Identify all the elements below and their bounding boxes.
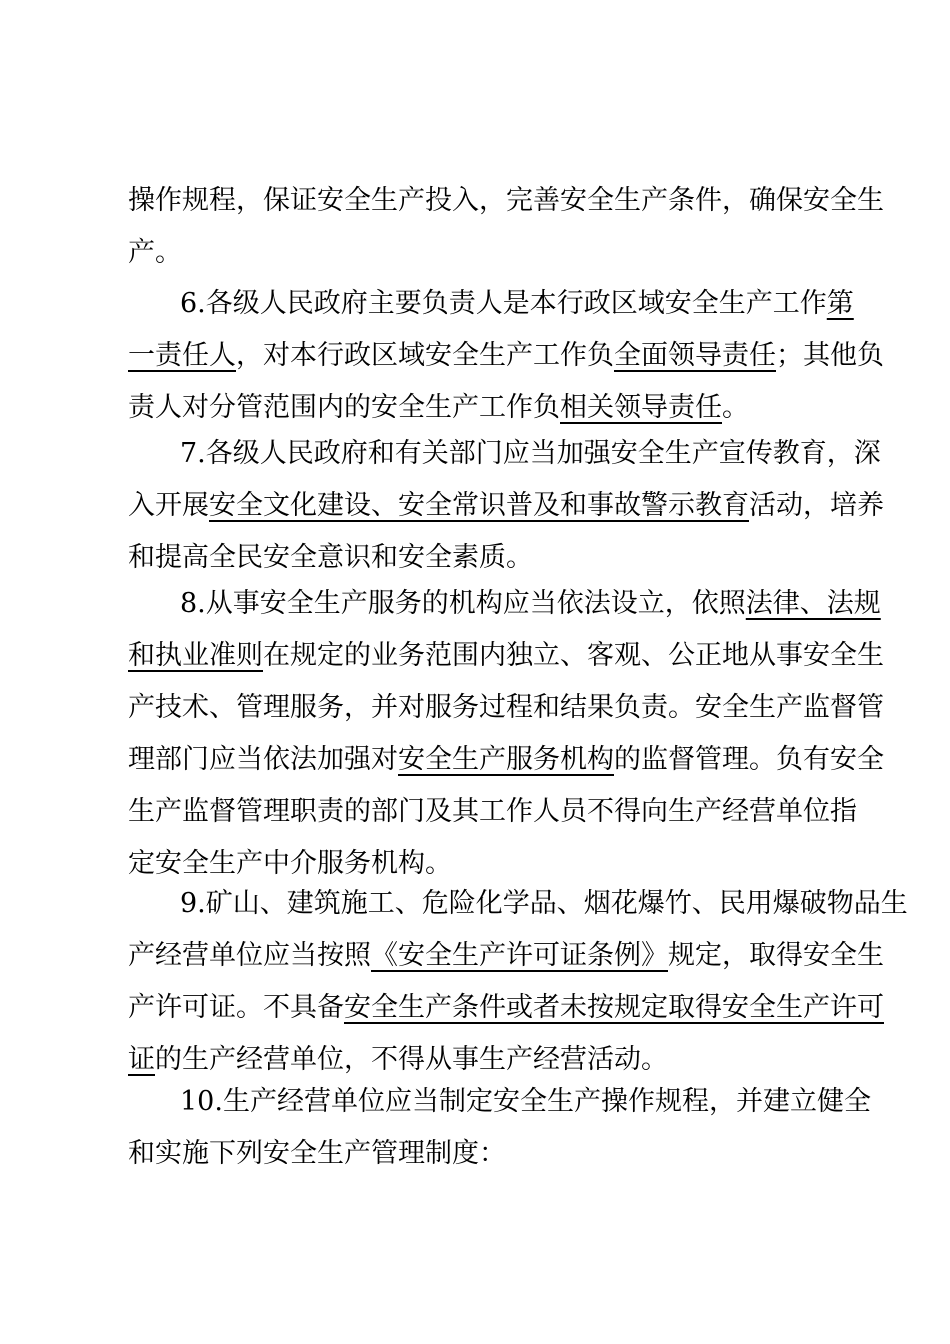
text-line: [128, 930, 884, 982]
text-run: 和提高全民安全意识和安全素质。: [128, 542, 533, 573]
text-run: 生产监督管理职责的部门及其工作人员不得向生产经营单位指: [128, 796, 857, 827]
underlined-term: 安全生产服务机构: [398, 744, 614, 775]
text-run: 8.从事安全生产服务的机构应当依法设立，依照: [180, 588, 746, 619]
text-run: 产。: [128, 237, 182, 268]
text-run: 责人对分管范围内的安全生产工作负: [128, 392, 560, 423]
underlined-term: 法律、法规: [745, 588, 881, 619]
text-run: ，对本行政区域安全生产工作负: [236, 340, 614, 371]
text-line: [128, 428, 881, 480]
text-line: [128, 1076, 871, 1128]
paragraph-continued: [128, 175, 884, 279]
text-run: 10.生产经营单位应当制定安全生产操作规程，并建立健全: [180, 1086, 871, 1117]
paragraph-item-9: [128, 878, 908, 1086]
text-line: [128, 878, 908, 930]
text-line: [128, 734, 884, 786]
text-line: [128, 278, 854, 330]
underlined-term: 第: [826, 288, 854, 319]
paragraph-item-8: [128, 578, 884, 890]
text-run: 理部门应当依法加强对: [128, 744, 398, 775]
text-run: 7.各级人民政府和有关部门应当加强安全生产宣传教育，深: [180, 438, 881, 469]
underlined-term: 和执业准则: [128, 640, 263, 671]
text-run: 操作规程，保证安全生产投入，完善安全生产条件，确保安全生: [128, 185, 884, 216]
text-run: 产经营单位应当按照: [128, 940, 371, 971]
text-run: ；其他负: [776, 340, 884, 371]
text-line: [128, 630, 884, 682]
text-line: [128, 578, 881, 630]
text-run: 的监督管理。负有安全: [614, 744, 884, 775]
text-line: [128, 1128, 833, 1180]
text-run: 规定，取得安全生: [668, 940, 884, 971]
underlined-term: 《安全生产许可证条例》: [371, 940, 668, 971]
underlined-term: 安全文化建设、安全常识普及和事故警示教育: [209, 490, 749, 521]
text-line: [128, 330, 884, 382]
underlined-term: 证: [128, 1044, 155, 1075]
text-run: 产技术、管理服务，并对服务过程和结果负责。安全生产监督管: [128, 692, 884, 723]
text-run: 定安全生产中介服务机构。: [128, 848, 452, 879]
text-run: 在规定的业务范围内独立、客观、公正地从事安全生: [263, 640, 884, 671]
text-line: [128, 982, 884, 1034]
text-run: 活动，培养: [749, 490, 884, 521]
text-line: [128, 480, 884, 532]
text-line: [128, 382, 833, 434]
paragraph-item-7: [128, 428, 884, 584]
underlined-term: 安全生产条件或者未按规定取得安全生产许可: [344, 992, 884, 1023]
text-run: 6.各级人民政府主要负责人是本行政区域安全生产工作: [180, 288, 827, 319]
paragraph-item-6: [128, 278, 884, 434]
underlined-term: 一责任人: [128, 340, 236, 371]
underlined-term: 相关领导责任: [560, 392, 722, 423]
text-run: 9.矿山、建筑施工、危险化学品、烟花爆竹、民用爆破物品生: [180, 888, 908, 919]
text-run: 和实施下列安全生产管理制度：: [128, 1138, 506, 1169]
paragraph-item-10: [128, 1076, 871, 1180]
text-line: [128, 682, 884, 734]
text-run: 入开展: [128, 490, 209, 521]
underlined-term: 全面领导责任: [614, 340, 776, 371]
text-run: 产许可证。不具备: [128, 992, 344, 1023]
text-line: [128, 227, 833, 279]
text-run: 的生产经营单位，不得从事生产经营活动。: [155, 1044, 668, 1075]
text-run: 。: [722, 392, 749, 423]
text-line: [128, 175, 884, 227]
text-line: [128, 786, 857, 838]
text-line: [128, 532, 833, 584]
